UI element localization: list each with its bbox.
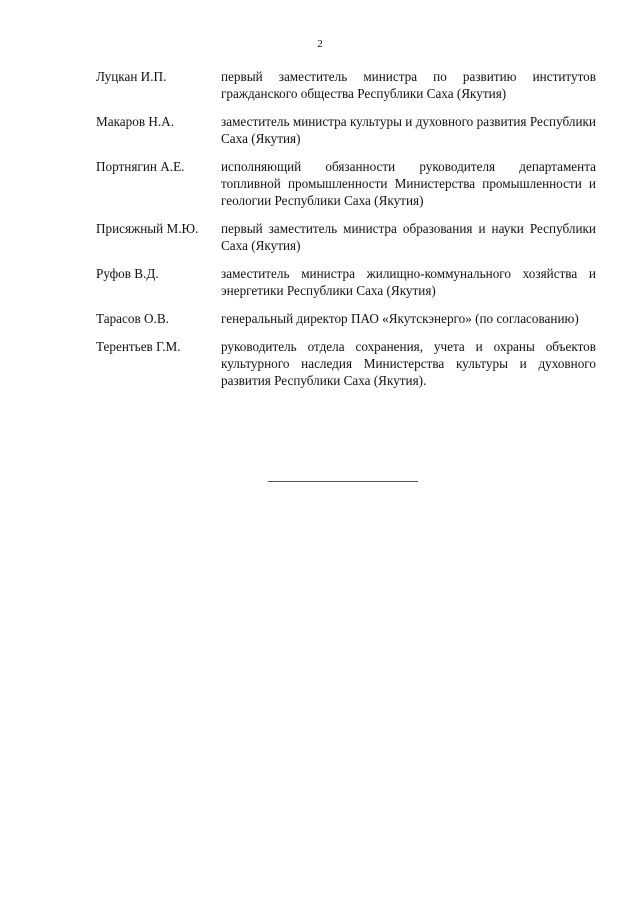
member-entry [96,220,596,254]
member-name: Руфов В.Д. [96,266,159,281]
member-entry [96,338,596,389]
member-name: Луцкан И.П. [96,69,167,84]
member-name: Тарасов О.В. [96,311,169,326]
page-number: 2 [317,38,323,50]
member-entry [96,68,596,102]
member-entry [96,113,596,147]
member-position: заместитель министра культуры и духовного развития Республики Саха (Якутия) [221,114,596,146]
closing-divider [268,481,418,482]
member-entry [96,158,596,209]
member-position: заместитель министра жилищно-коммунального хозяйства и энергетики Республики Саха (Якутия) [221,266,596,298]
member-name: Портнягин А.Е. [96,159,185,174]
member-name: Макаров Н.А. [96,114,174,129]
member-position: исполняющий обязанности руководителя департамента топливной промышленности Министерства промышленности и геологии Республики Саха (Якутия) [221,159,596,208]
member-position: первый заместитель министра по развитию институтов гражданского общества Республики Саха (Якутия) [221,69,596,101]
member-entry [96,310,596,327]
member-name: Присяжный М.Ю. [96,221,199,236]
member-position: руководитель отдела сохранения, учета и охраны объектов культурного наследия Министерства культуры и духовного развития Республики Саха (Якутия). [221,339,596,388]
members-list [96,68,596,400]
member-entry [96,265,596,299]
member-name: Терентьев Г.М. [96,339,181,354]
member-position: генеральный директор ПАО «Якутскэнерго» (по согласованию) [221,311,579,326]
member-position: первый заместитель министра образования и науки Республики Саха (Якутия) [221,221,596,253]
